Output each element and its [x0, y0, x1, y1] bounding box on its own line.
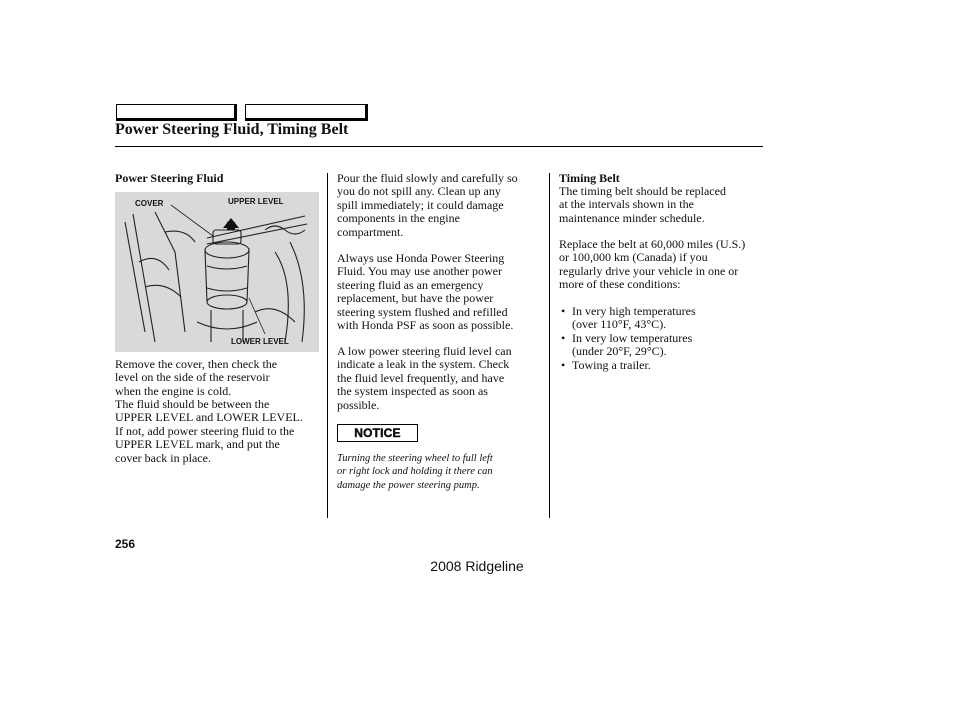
list-item-text: In very low temperatures (under 20°F, 29°C).	[572, 330, 693, 359]
bullet-icon: •	[561, 357, 566, 372]
cover-label: COVER	[135, 199, 164, 208]
list-item	[561, 359, 696, 372]
power-steering-heading: Power Steering Fluid	[115, 171, 224, 185]
pour-slowly-paragraph: Pour the fluid slowly and carefully so you do not spill any. Clean up any spill immediately; it could damage components in the engine compartment.	[337, 171, 518, 239]
bullet-icon: •	[561, 330, 566, 345]
title-divider	[115, 146, 763, 147]
fluid-range-paragraph: The fluid should be between the UPPER LEVEL and LOWER LEVEL. If not, add power steering fluid to the UPPER LEVEL mark, and put the cover back in place.	[115, 397, 303, 465]
footer-model: 2008 Ridgeline	[430, 558, 524, 574]
page-title: Power Steering Fluid, Timing Belt	[115, 121, 349, 138]
notice-label: NOTICE	[354, 426, 401, 440]
low-level-paragraph: A low power steering fluid level can indicate a leak in the system. Check the fluid level frequently, and have the system inspected as soon as possible.	[337, 344, 512, 412]
column-divider-1	[327, 173, 328, 518]
replace-belt-paragraph: Replace the belt at 60,000 miles (U.S.) or 100,000 km (Canada) if you regularly drive your vehicle in one or more of these conditions:	[559, 237, 746, 292]
notice-text: Turning the steering wheel to full left or right lock and holding it there can damage the power steering pump.	[337, 453, 493, 491]
timing-belt-paragraph: The timing belt should be replaced at the intervals shown in the maintenance minder schedule.	[559, 184, 726, 225]
check-level-paragraph: Remove the cover, then check the level on the side of the reservoir when the engine is cold.	[115, 357, 278, 398]
page-number: 256	[115, 537, 136, 551]
timing-belt-heading: Timing Belt	[559, 171, 620, 185]
lower-level-label: LOWER LEVEL	[231, 337, 289, 346]
bullet-icon: •	[561, 304, 566, 318]
notice-box	[337, 424, 418, 442]
list-item-text: Towing a trailer.	[572, 357, 651, 372]
header-tab-box-1	[116, 104, 237, 121]
reservoir-drawing	[115, 192, 319, 352]
list-item	[561, 305, 696, 332]
column-divider-2	[549, 173, 550, 518]
list-item-text: In very high temperatures (over 110°F, 43°C).	[572, 304, 696, 332]
honda-fluid-paragraph: Always use Honda Power Steering Fluid. You may use another power steering fluid as an emergency replacement, but have the power steering system flushed and refilled with Honda PSF as soon as possible.	[337, 251, 514, 333]
upper-level-label: UPPER LEVEL	[228, 197, 284, 206]
list-item	[561, 332, 696, 359]
conditions-list	[561, 305, 696, 372]
header-tab-box-2	[245, 104, 368, 121]
reservoir-illustration	[115, 192, 319, 352]
